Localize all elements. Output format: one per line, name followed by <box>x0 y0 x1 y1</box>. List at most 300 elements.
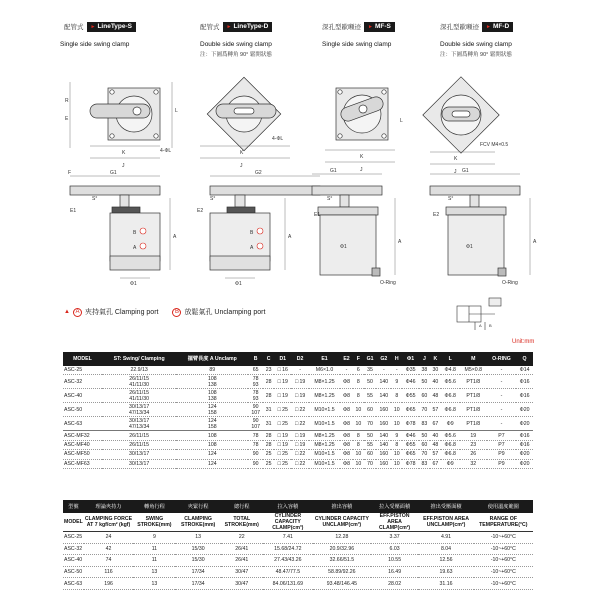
table-cell: Φ8 <box>340 431 353 440</box>
svg-text:S°: S° <box>210 196 216 202</box>
table-cell: ASC-40 <box>63 389 102 403</box>
table-cell: 30/13/17 47/13/34 <box>102 417 177 431</box>
column-header: F <box>353 352 364 366</box>
header-note: 注：下圖爲轉角 90° 鬆開狀態 <box>200 52 272 58</box>
table-cell: 16.49 <box>371 566 419 578</box>
table-cell: 26 <box>460 450 487 459</box>
performance-table-wrap <box>63 500 533 590</box>
column-header-en: RANGE OF TEMPERATURE(°C) <box>474 513 533 532</box>
header-subtitle: Single side swing clamp <box>322 41 392 48</box>
header-subtitle: Double side swing clamp <box>200 41 272 48</box>
table-cell: ASC-MF40 <box>63 440 102 449</box>
table-cell: 9 <box>391 431 402 440</box>
table-cell: 89 <box>176 366 248 375</box>
table-cell: 78 <box>248 431 263 440</box>
table-cell: 84.06/131.69 <box>263 578 313 590</box>
table-cell: 10 <box>391 403 402 417</box>
table-cell: 108 138 <box>176 375 248 389</box>
table-cell: 124 158 <box>176 403 248 417</box>
svg-text:A: A <box>133 245 137 251</box>
svg-text:A: A <box>288 234 292 240</box>
table-cell: 70 <box>364 417 377 431</box>
table-cell: 8 <box>391 389 402 403</box>
table-cell: □ 25 <box>274 417 291 431</box>
table-cell: Φ8 <box>340 375 353 389</box>
header-mf-d: 深孔型歐噸迹 ► MF-D Double side swing clamp 注：下圖爲轉角 90° 鬆開狀態 <box>440 22 512 58</box>
table-cell: 25 <box>263 459 274 468</box>
column-header: G1 <box>364 352 377 366</box>
table-row <box>63 450 533 459</box>
svg-text:A: A <box>173 234 177 240</box>
table-cell: - <box>376 366 391 375</box>
table-cell: 8 <box>353 431 364 440</box>
table-cell: Φ9 <box>441 459 460 468</box>
table-cell: Φ14 <box>516 366 533 375</box>
header-mf-s: 深孔型歐噸迹 ► MF-S Single side swing clamp <box>322 16 395 48</box>
table-cell: 67 <box>430 417 441 431</box>
svg-text:4-ΦL: 4-ΦL <box>160 148 172 154</box>
column-header: Φ1 <box>402 352 419 366</box>
table-cell: 11 <box>133 555 175 567</box>
column-header-zh: 夾緊行程 <box>175 500 220 513</box>
table-cell: 15.68/24.72 <box>263 543 313 555</box>
table-cell: 10.55 <box>371 555 419 567</box>
table-cell: 32.66/51.5 <box>313 555 371 567</box>
table-cell: 108 <box>176 440 248 449</box>
table-cell: 30/13/17 <box>102 459 177 468</box>
table-cell: - <box>487 403 516 417</box>
column-header: E2 <box>340 352 353 366</box>
svg-text:S°: S° <box>92 196 98 202</box>
table-cell: - <box>291 366 308 375</box>
table-cell: 160 <box>376 450 391 459</box>
column-header-en: SWING STROKE(mm) <box>133 513 175 532</box>
table-cell: 23 <box>460 440 487 449</box>
table-cell: 31 <box>263 403 274 417</box>
table-cell: 10 <box>391 450 402 459</box>
table-cell: 57 <box>430 403 441 417</box>
table-cell: ASC-32 <box>63 375 102 389</box>
table-cell: 30/47 <box>221 566 263 578</box>
column-header-zh: 理論夾持力 <box>84 500 134 513</box>
triangle-icon: ► <box>226 23 232 30</box>
column-header-en: EFF.PISTON AREA UNCLAMP(cm²) <box>418 513 473 532</box>
table-cell: P9 <box>487 459 516 468</box>
svg-text:A: A <box>398 239 402 245</box>
table-cell: Φ8 <box>340 417 353 431</box>
table-cell: 31.16 <box>418 578 473 590</box>
svg-text:J: J <box>360 167 363 173</box>
column-header: C <box>263 352 274 366</box>
table-cell: 108 138 <box>176 389 248 403</box>
table-cell: 196 <box>84 578 134 590</box>
table-cell: -10~+60°C <box>474 543 533 555</box>
table-cell: M8×1.25 <box>309 431 340 440</box>
table-cell: 8 <box>353 375 364 389</box>
column-header-zh: 推出容積 <box>313 500 371 513</box>
table-cell: 23 <box>263 366 274 375</box>
table-cell: 58.89/92.26 <box>313 566 371 578</box>
table-cell: 10 <box>353 459 364 468</box>
table-cell: 70 <box>364 459 377 468</box>
table-cell: 50 <box>419 375 430 389</box>
table-cell: 116 <box>84 566 134 578</box>
table-cell: 48 <box>430 440 441 449</box>
table-cell: □ 25 <box>274 403 291 417</box>
table-row <box>63 578 533 590</box>
table-cell: □ 22 <box>291 417 308 431</box>
table-cell: 26/11/15 <box>102 440 177 449</box>
table-cell: 22 <box>221 532 263 544</box>
table-cell: 22.9/13 <box>102 366 177 375</box>
table-cell: PT1/8 <box>460 389 487 403</box>
table-cell: Φ6.8 <box>441 389 460 403</box>
table-cell: Φ35 <box>402 366 419 375</box>
table-cell: M8×1.25 <box>309 375 340 389</box>
table-cell: □ 22 <box>291 459 308 468</box>
table-cell: □ 25 <box>274 459 291 468</box>
column-header: O-RING <box>487 352 516 366</box>
svg-text:E: E <box>65 116 69 122</box>
table-cell: 90 107 <box>248 403 263 417</box>
header-note: 注：下圖爲轉角 90° 鬆開狀態 <box>440 52 512 58</box>
table-cell: 30 <box>430 366 441 375</box>
table-cell: 70 <box>419 403 430 417</box>
table-cell: Φ65 <box>402 450 419 459</box>
table-cell: □ 22 <box>291 450 308 459</box>
column-header: K <box>430 352 441 366</box>
table-cell: 78 93 <box>248 375 263 389</box>
svg-text:E2: E2 <box>197 208 204 214</box>
table-cell: 9 <box>133 532 175 544</box>
table-cell: 140 <box>376 375 391 389</box>
table-cell: ASC-MF50 <box>63 450 102 459</box>
column-header: H <box>391 352 402 366</box>
table-cell: Φ8 <box>340 450 353 459</box>
table-cell: 140 <box>376 389 391 403</box>
table-cell: ASC-MF63 <box>63 459 102 468</box>
svg-text:B: B <box>133 230 137 236</box>
table-cell: 20.9/32.96 <box>313 543 371 555</box>
svg-text:Φ1: Φ1 <box>235 281 242 287</box>
table-cell: - <box>340 366 353 375</box>
table-cell: 55 <box>364 389 377 403</box>
table-cell: 15/30 <box>175 543 220 555</box>
table-cell: 108 <box>176 431 248 440</box>
table-cell: 83 <box>419 459 430 468</box>
table-cell: ASC-32 <box>63 543 84 555</box>
table-cell: ASC-50 <box>63 566 84 578</box>
table-cell: - <box>487 417 516 431</box>
table-cell: 78 93 <box>248 389 263 403</box>
table-cell: 32 <box>460 459 487 468</box>
svg-text:K: K <box>122 150 126 156</box>
clamp-arm <box>70 186 160 195</box>
table-cell: 50 <box>364 375 377 389</box>
table-cell: 124 158 <box>176 417 248 431</box>
triangle-icon: ► <box>368 23 373 30</box>
svg-text:R: R <box>65 98 69 104</box>
table-cell: M8×1.25 <box>309 389 340 403</box>
table-row <box>63 459 533 468</box>
svg-text:K: K <box>240 150 244 156</box>
table-cell: ASC-63 <box>63 578 84 590</box>
table-cell: Φ9 <box>441 417 460 431</box>
table-cell: □ 19 <box>274 440 291 449</box>
table-cell: P7 <box>487 440 516 449</box>
table-cell: ASC-50 <box>63 403 102 417</box>
table-cell: 26/41 <box>221 555 263 567</box>
svg-text:J: J <box>240 163 243 169</box>
column-header: D1 <box>274 352 291 366</box>
port-a-badge: A <box>73 308 82 317</box>
column-header: D2 <box>291 352 308 366</box>
table-cell: 10 <box>353 403 364 417</box>
table-cell: 25 <box>263 450 274 459</box>
column-header-zh: 總行程 <box>221 500 263 513</box>
svg-text:4-ΦL: 4-ΦL <box>272 136 284 142</box>
svg-text:A: A <box>250 245 254 251</box>
header-subtitle: Single side swing clamp <box>60 41 130 48</box>
table-cell: 12.56 <box>418 555 473 567</box>
table-cell: 13 <box>175 532 220 544</box>
table-cell: M10×1.5 <box>309 403 340 417</box>
table-cell: 93.48/146.45 <box>313 578 371 590</box>
table-cell: 17/34 <box>175 578 220 590</box>
table-header-row-en <box>63 513 533 532</box>
header-en-badge: ► LineType-S <box>87 22 137 32</box>
table-cell: 160 <box>376 459 391 468</box>
column-header: 擺臂長度 A Unclamp <box>176 352 248 366</box>
table-cell: M10×1.5 <box>309 417 340 431</box>
table-cell: 30/13/17 47/13/34 <box>102 403 177 417</box>
table-cell: 8 <box>391 440 402 449</box>
cylinder-body <box>320 215 376 275</box>
column-header-zh: 使用溫度範圍 <box>474 500 533 513</box>
clamp-arm <box>312 186 382 195</box>
table-cell: 8.04 <box>418 543 473 555</box>
table-cell: 10 <box>353 417 364 431</box>
table-cell: -10~+60°C <box>474 578 533 590</box>
table-cell: ASC-MF32 <box>63 431 102 440</box>
svg-text:Φ1: Φ1 <box>340 244 347 250</box>
table-cell: 74 <box>84 555 134 567</box>
table-cell: 9 <box>391 375 402 389</box>
table-cell: 50 <box>419 431 430 440</box>
column-header: Q <box>516 352 533 366</box>
table-cell: □ 19 <box>274 389 291 403</box>
table-cell: □ 19 <box>291 440 308 449</box>
table-row <box>63 555 533 567</box>
table-row <box>63 403 533 417</box>
column-header: ST: Swing/ Clamping <box>102 352 177 366</box>
table-cell: 90 107 <box>248 417 263 431</box>
table-cell: 60 <box>419 389 430 403</box>
table-cell: Φ6.8 <box>441 440 460 449</box>
table-cell: 48 <box>430 389 441 403</box>
table-cell: PT1/8 <box>460 417 487 431</box>
table-cell: 30/47 <box>221 578 263 590</box>
column-header-en: CLAMPING FORCE AT 7 kgf/cm² (kgf) <box>84 513 134 532</box>
table-cell: - <box>487 389 516 403</box>
top-view-drawings <box>50 62 580 182</box>
svg-text:G2: G2 <box>255 170 262 176</box>
table-row <box>63 417 533 431</box>
svg-text:G1: G1 <box>110 170 117 176</box>
table-cell: 28.02 <box>371 578 419 590</box>
table-cell: Φ20 <box>516 459 533 468</box>
svg-text:K: K <box>454 156 458 162</box>
table-cell: Φ8 <box>340 403 353 417</box>
svg-text:O-Ring: O-Ring <box>380 280 396 286</box>
table-row <box>63 566 533 578</box>
table-cell: 160 <box>376 403 391 417</box>
table-cell: Φ65 <box>402 403 419 417</box>
svg-text:G1: G1 <box>330 168 337 174</box>
header-line-d: 配管式 ► LineType-D Double side swing clamp 注：下圖爲轉角 90° 鬆開狀態 <box>200 22 272 58</box>
header-zh: 配管式 <box>64 24 84 31</box>
table-cell: - <box>487 375 516 389</box>
table-cell: Φ55 <box>402 389 419 403</box>
table-cell: 31 <box>263 417 274 431</box>
table-cell: 90 <box>248 459 263 468</box>
table-cell: Φ46 <box>402 375 419 389</box>
table-cell: 4.91 <box>418 532 473 544</box>
table-cell: Φ20 <box>516 450 533 459</box>
dimensions-table-wrap <box>63 352 533 469</box>
svg-text:B: B <box>489 323 492 328</box>
table-cell: 28 <box>263 431 274 440</box>
table-cell: 67 <box>430 459 441 468</box>
table-cell: ASC-25 <box>63 532 84 544</box>
table-cell: □ 19 <box>291 375 308 389</box>
column-header: MODEL <box>63 352 102 366</box>
svg-text:O-Ring: O-Ring <box>502 280 518 286</box>
table-cell: 140 <box>376 431 391 440</box>
table-cell: 11 <box>133 543 175 555</box>
table-cell: -10~+60°C <box>474 555 533 567</box>
table-cell: 13 <box>133 566 175 578</box>
table-cell: Φ4.8 <box>441 366 460 375</box>
table-cell: □ 25 <box>274 450 291 459</box>
table-cell: Φ8 <box>340 440 353 449</box>
column-header: E1 <box>309 352 340 366</box>
table-row <box>63 366 533 375</box>
column-header-zh: 拉入受壓面積 <box>371 500 419 513</box>
table-cell: 10 <box>353 450 364 459</box>
table-cell: 38 <box>419 366 430 375</box>
clamping-port-legend: ▲ A 夾持氣孔 Clamping port <box>64 309 159 316</box>
table-cell: 78 <box>248 440 263 449</box>
table-cell: 26/11/15 41/11/30 <box>102 389 177 403</box>
svg-text:K: K <box>360 154 364 160</box>
table-cell: - <box>391 366 402 375</box>
table-cell: □ 19 <box>291 389 308 403</box>
table-cell: 26/41 <box>221 543 263 555</box>
column-header: G2 <box>376 352 391 366</box>
table-cell: P7 <box>487 431 516 440</box>
table-cell: Φ8 <box>340 459 353 468</box>
column-header-zh: 拉入容積 <box>263 500 313 513</box>
clamp-arm <box>210 186 320 195</box>
table-cell: PT1/8 <box>460 403 487 417</box>
svg-text:A: A <box>533 239 537 245</box>
table-cell: PT1/8 <box>460 375 487 389</box>
table-cell: 60 <box>364 403 377 417</box>
table-cell: 60 <box>364 450 377 459</box>
svg-text:A: A <box>479 323 482 328</box>
port-b-badge: B <box>172 308 181 317</box>
table-cell: Φ20 <box>516 403 533 417</box>
column-header-en: TOTAL STROKE(mm) <box>221 513 263 532</box>
svg-text:L: L <box>175 108 178 114</box>
table-cell: Φ78 <box>402 459 419 468</box>
table-cell: 3.37 <box>371 532 419 544</box>
svg-text:FCV M4×0.5: FCV M4×0.5 <box>480 142 509 148</box>
table-cell: 30/13/17 <box>102 450 177 459</box>
table-cell: 65 <box>248 366 263 375</box>
svg-text:S°: S° <box>448 196 454 202</box>
table-cell: M6×1.0 <box>309 366 340 375</box>
table-cell: 57 <box>430 450 441 459</box>
cylinder-body <box>448 215 504 275</box>
table-cell: M10×1.5 <box>309 459 340 468</box>
port-legend <box>64 307 265 317</box>
table-cell: Φ16 <box>516 389 533 403</box>
svg-text:E1: E1 <box>70 208 77 214</box>
table-cell: 28 <box>263 440 274 449</box>
table-cell: 10 <box>391 459 402 468</box>
cylinder-body <box>110 213 160 261</box>
table-cell: -10~+60°C <box>474 532 533 544</box>
table-header-row-zh <box>63 500 533 513</box>
table-cell: 26/11/15 <box>102 431 177 440</box>
column-header: L <box>441 352 460 366</box>
table-cell: M10×1.5 <box>309 450 340 459</box>
table-cell: □ 19 <box>274 431 291 440</box>
svg-text:J: J <box>454 169 457 175</box>
header-subtitle: Double side swing clamp <box>440 41 512 48</box>
table-cell: 40 <box>430 375 441 389</box>
table-cell: 6 <box>353 366 364 375</box>
table-cell: - <box>487 366 516 375</box>
table-cell: 124 <box>176 459 248 468</box>
column-header-en: CYLINDER CAPACITY CLAMP(cm³) <box>263 513 313 532</box>
column-header-en: CYLINDER CAPACITY UNCLAMP(cm³) <box>313 513 371 532</box>
table-cell: Φ78 <box>402 417 419 431</box>
table-cell: Φ16 <box>516 431 533 440</box>
table-row <box>63 389 533 403</box>
table-cell: 83 <box>419 417 430 431</box>
svg-text:Φ1: Φ1 <box>130 281 137 287</box>
svg-text:G1: G1 <box>462 168 469 174</box>
table-cell: 6.03 <box>371 543 419 555</box>
table-cell: 70 <box>419 450 430 459</box>
svg-text:E2: E2 <box>433 212 440 218</box>
table-cell: Φ5.6 <box>441 375 460 389</box>
table-cell: 8 <box>353 440 364 449</box>
table-cell: 28 <box>263 375 274 389</box>
column-header-zh: 轉角行程 <box>133 500 175 513</box>
table-cell: 8 <box>353 389 364 403</box>
table-cell: Φ46 <box>402 431 419 440</box>
svg-text:F: F <box>68 170 72 176</box>
svg-text:L: L <box>400 118 403 124</box>
table-cell: ASC-25 <box>63 366 102 375</box>
table-cell: 10 <box>391 417 402 431</box>
table-cell: 13 <box>133 578 175 590</box>
svg-text:S°: S° <box>327 196 333 202</box>
